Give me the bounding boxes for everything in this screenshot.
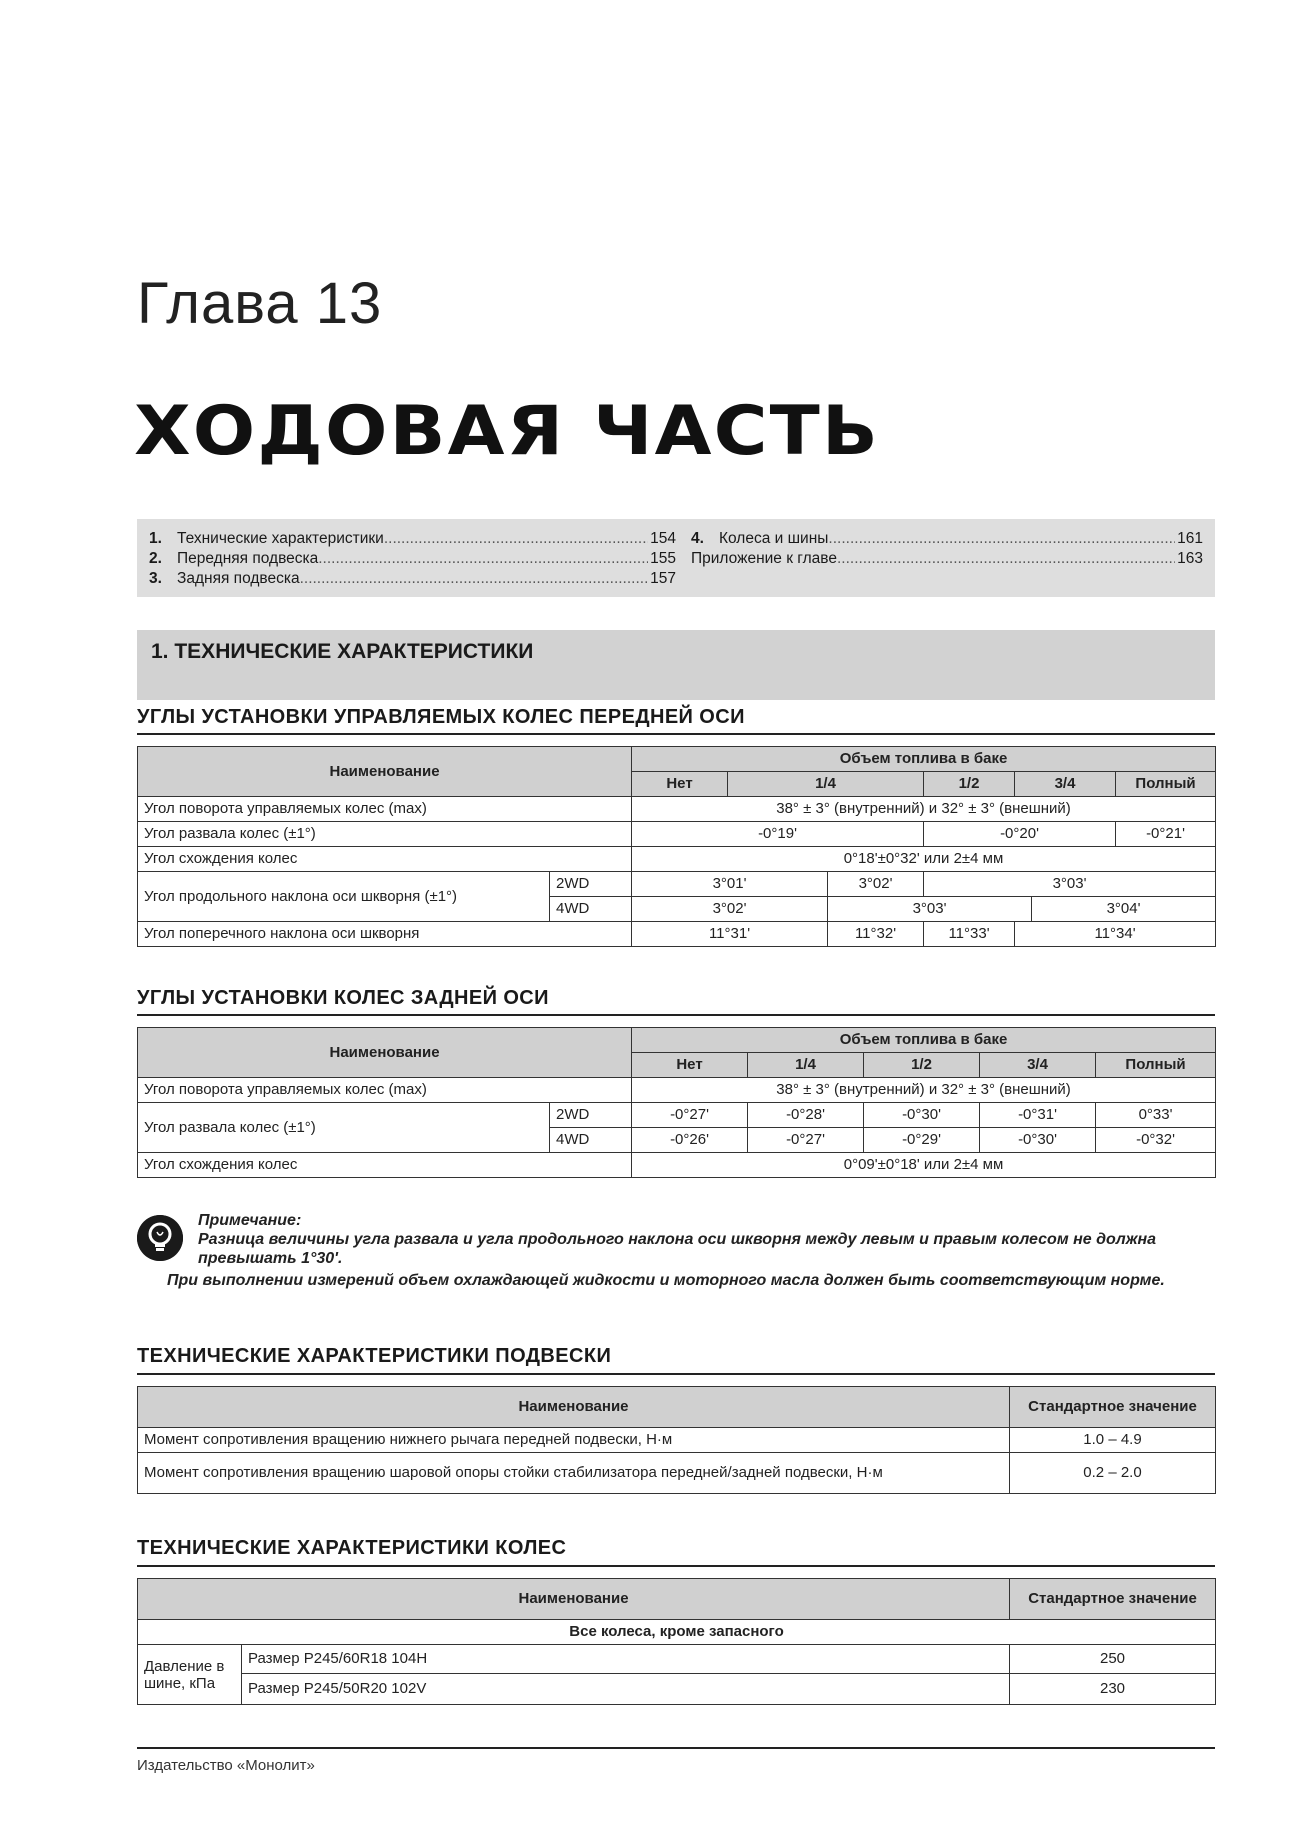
cell-value: -0°20' bbox=[924, 822, 1116, 847]
leader-dots bbox=[300, 569, 649, 589]
cell-value: 1.0 – 4.9 bbox=[1010, 1428, 1216, 1453]
contents-item[interactable] bbox=[149, 549, 676, 569]
cell-value: -0°26' bbox=[632, 1128, 748, 1153]
cell-value: 11°33' bbox=[924, 922, 1015, 947]
contents-item-page: 163 bbox=[1177, 550, 1203, 567]
column-header-name: Наименование bbox=[138, 747, 632, 797]
column-header-level: 3/4 bbox=[980, 1053, 1096, 1078]
column-header-fuel: Объем топлива в баке bbox=[632, 747, 1216, 772]
table-row bbox=[138, 1645, 1216, 1674]
wheels-heading: ТЕХНИЧЕСКИЕ ХАРАКТЕРИСТИКИ КОЛЕС bbox=[137, 1537, 567, 1559]
cell-value: 3°01' bbox=[632, 872, 828, 897]
cell-value: -0°27' bbox=[748, 1128, 864, 1153]
column-header-level: Нет bbox=[632, 772, 728, 797]
lightbulb-icon bbox=[137, 1215, 183, 1261]
note-block bbox=[198, 1211, 1218, 1268]
front-axle-heading: УГЛЫ УСТАНОВКИ УПРАВЛЯЕМЫХ КОЛЕС ПЕРЕДНЕЙ ОСИ bbox=[137, 706, 745, 728]
row-label: Угол развала колес (±1°) bbox=[138, 822, 632, 847]
contents-item-number: 4. bbox=[691, 530, 704, 547]
cell-value: -0°28' bbox=[748, 1103, 864, 1128]
cell-value: 38° ± 3° (внутренний) и 32° ± 3° (внешний) bbox=[632, 797, 1216, 822]
cell-value: -0°31' bbox=[980, 1103, 1096, 1128]
table-row bbox=[138, 1153, 1216, 1178]
column-header-fuel: Объем топлива в баке bbox=[632, 1028, 1216, 1053]
column-header-level: 1/4 bbox=[748, 1053, 864, 1078]
column-header-level: Полный bbox=[1096, 1053, 1216, 1078]
cell-value: 230 bbox=[1010, 1674, 1216, 1705]
cell-value: 0°09'±0°18' или 2±4 мм bbox=[632, 1153, 1216, 1178]
column-header-level: Нет bbox=[632, 1053, 748, 1078]
contents-item-page: 155 bbox=[650, 550, 676, 567]
section-header bbox=[137, 630, 1215, 700]
note-text: Разница величины угла развала и угла продольного наклона оси шкворня между левым и правым колесом не должна превышать 1°30'. bbox=[198, 1231, 1157, 1267]
table-row bbox=[138, 872, 1216, 897]
column-header-name: Наименование bbox=[138, 1387, 1010, 1428]
contents-item-title: Колеса и шины bbox=[719, 530, 829, 547]
table-row bbox=[138, 1103, 1216, 1128]
column-header-name: Наименование bbox=[138, 1579, 1010, 1620]
heading-rule bbox=[137, 1373, 1215, 1375]
cell-value: 11°34' bbox=[1015, 922, 1216, 947]
row-label: Угол поворота управляемых колес (max) bbox=[138, 797, 632, 822]
contents-item[interactable] bbox=[149, 529, 676, 549]
contents-item-title: Технические характеристики bbox=[177, 530, 384, 547]
cell-value: 3°03' bbox=[828, 897, 1032, 922]
row-label: Угол поворота управляемых колес (max) bbox=[138, 1078, 632, 1103]
cell-value: 11°32' bbox=[828, 922, 924, 947]
column-header-level: 3/4 bbox=[1015, 772, 1116, 797]
leader-dots bbox=[318, 549, 648, 569]
rear-axle-heading: УГЛЫ УСТАНОВКИ КОЛЕС ЗАДНЕЙ ОСИ bbox=[137, 987, 549, 1009]
heading-rule bbox=[137, 1565, 1215, 1567]
table-row bbox=[138, 822, 1216, 847]
table-row bbox=[138, 1674, 1216, 1705]
tire-size: Размер P245/50R20 102V bbox=[242, 1674, 1010, 1705]
group-row: Все колеса, кроме запасного bbox=[138, 1620, 1216, 1645]
drive-type: 4WD bbox=[550, 1128, 632, 1153]
cell-value: -0°19' bbox=[632, 822, 924, 847]
column-header-level: 1/4 bbox=[728, 772, 924, 797]
leader-dots bbox=[828, 529, 1175, 549]
heading-rule bbox=[137, 1014, 1215, 1016]
contents-right-column bbox=[691, 529, 1203, 569]
column-header-value: Стандартное значение bbox=[1010, 1387, 1216, 1428]
publisher-footer: Издательство «Монолит» bbox=[137, 1757, 315, 1774]
column-header-level: 1/2 bbox=[924, 772, 1015, 797]
suspension-heading: ТЕХНИЧЕСКИЕ ХАРАКТЕРИСТИКИ ПОДВЕСКИ bbox=[137, 1345, 612, 1367]
row-label: Давление в шине, кПа bbox=[138, 1645, 242, 1705]
cell-value: -0°32' bbox=[1096, 1128, 1216, 1153]
tire-size: Размер P245/60R18 104H bbox=[242, 1645, 1010, 1674]
cell-value: -0°29' bbox=[864, 1128, 980, 1153]
note-title: Примечание: bbox=[198, 1212, 302, 1229]
contents-item-number: 3. bbox=[149, 570, 162, 587]
leader-dots bbox=[837, 549, 1175, 569]
drive-type: 2WD bbox=[550, 1103, 632, 1128]
cell-value: 3°02' bbox=[632, 897, 828, 922]
contents-item[interactable] bbox=[149, 569, 676, 589]
cell-value: -0°30' bbox=[980, 1128, 1096, 1153]
cell-value: 0.2 – 2.0 bbox=[1010, 1453, 1216, 1494]
contents-item[interactable] bbox=[691, 549, 1203, 569]
cell-value: 3°02' bbox=[828, 872, 924, 897]
drive-type: 2WD bbox=[550, 872, 632, 897]
chapter-title: ХОДОВАЯ ЧАСТЬ bbox=[134, 392, 881, 471]
cell-value: 250 bbox=[1010, 1645, 1216, 1674]
contents-item-page: 161 bbox=[1177, 530, 1203, 547]
cell-value: -0°21' bbox=[1116, 822, 1216, 847]
row-label: Момент сопротивления вращению нижнего рычага передней подвески, Н·м bbox=[138, 1428, 1010, 1453]
cell-value: 38° ± 3° (внутренний) и 32° ± 3° (внешний) bbox=[632, 1078, 1216, 1103]
contents-item-title: Приложение к главе bbox=[691, 550, 837, 567]
rear-axle-table bbox=[137, 1027, 1216, 1178]
chapter-contents bbox=[137, 519, 1215, 597]
column-header-name: Наименование bbox=[138, 1028, 632, 1078]
row-label: Угол схождения колес bbox=[138, 1153, 632, 1178]
contents-item-number: 2. bbox=[149, 550, 162, 567]
cell-value: 3°03' bbox=[924, 872, 1216, 897]
contents-left-column bbox=[149, 529, 676, 589]
contents-item[interactable] bbox=[691, 529, 1203, 549]
column-header-level: Полный bbox=[1116, 772, 1216, 797]
contents-item-number: 1. bbox=[149, 530, 162, 547]
row-label: Угол схождения колес bbox=[138, 847, 632, 872]
row-label: Угол поперечного наклона оси шкворня bbox=[138, 922, 632, 947]
table-row bbox=[138, 1453, 1216, 1494]
column-header-level: 1/2 bbox=[864, 1053, 980, 1078]
cell-value: 11°31' bbox=[632, 922, 828, 947]
contents-item-page: 157 bbox=[650, 570, 676, 587]
cell-value: -0°30' bbox=[864, 1103, 980, 1128]
contents-item-title: Задняя подвеска bbox=[177, 570, 300, 587]
drive-type: 4WD bbox=[550, 897, 632, 922]
row-label: Угол развала колес (±1°) bbox=[138, 1103, 550, 1153]
row-label: Угол продольного наклона оси шкворня (±1°) bbox=[138, 872, 550, 922]
cell-value: 0°18'±0°32' или 2±4 мм bbox=[632, 847, 1216, 872]
table-row bbox=[138, 922, 1216, 947]
cell-value: 0°33' bbox=[1096, 1103, 1216, 1128]
leader-dots bbox=[384, 529, 648, 549]
section-title: 1. ТЕХНИЧЕСКИЕ ХАРАКТЕРИСТИКИ bbox=[151, 640, 534, 663]
row-label: Момент сопротивления вращению шаровой опоры стойки стабилизатора передней/задней подвески, Н·м bbox=[138, 1453, 1010, 1494]
table-row bbox=[138, 847, 1216, 872]
note-text-secondary: При выполнении измерений объем охлаждающей жидкости и моторного масла должен быть соответствующим норме. bbox=[167, 1272, 1165, 1289]
table-row bbox=[138, 1078, 1216, 1103]
heading-rule bbox=[137, 733, 1215, 735]
column-header-value: Стандартное значение bbox=[1010, 1579, 1216, 1620]
suspension-table bbox=[137, 1386, 1216, 1494]
cell-value: -0°27' bbox=[632, 1103, 748, 1128]
cell-value: 3°04' bbox=[1032, 897, 1216, 922]
chapter-number: Глава 13 bbox=[137, 271, 383, 336]
contents-item-title: Передняя подвеска bbox=[177, 550, 319, 567]
front-axle-table bbox=[137, 746, 1216, 947]
table-row bbox=[138, 1428, 1216, 1453]
wheels-table bbox=[137, 1578, 1216, 1705]
footer-rule bbox=[137, 1747, 1215, 1749]
contents-item-page: 154 bbox=[650, 530, 676, 547]
table-row bbox=[138, 797, 1216, 822]
